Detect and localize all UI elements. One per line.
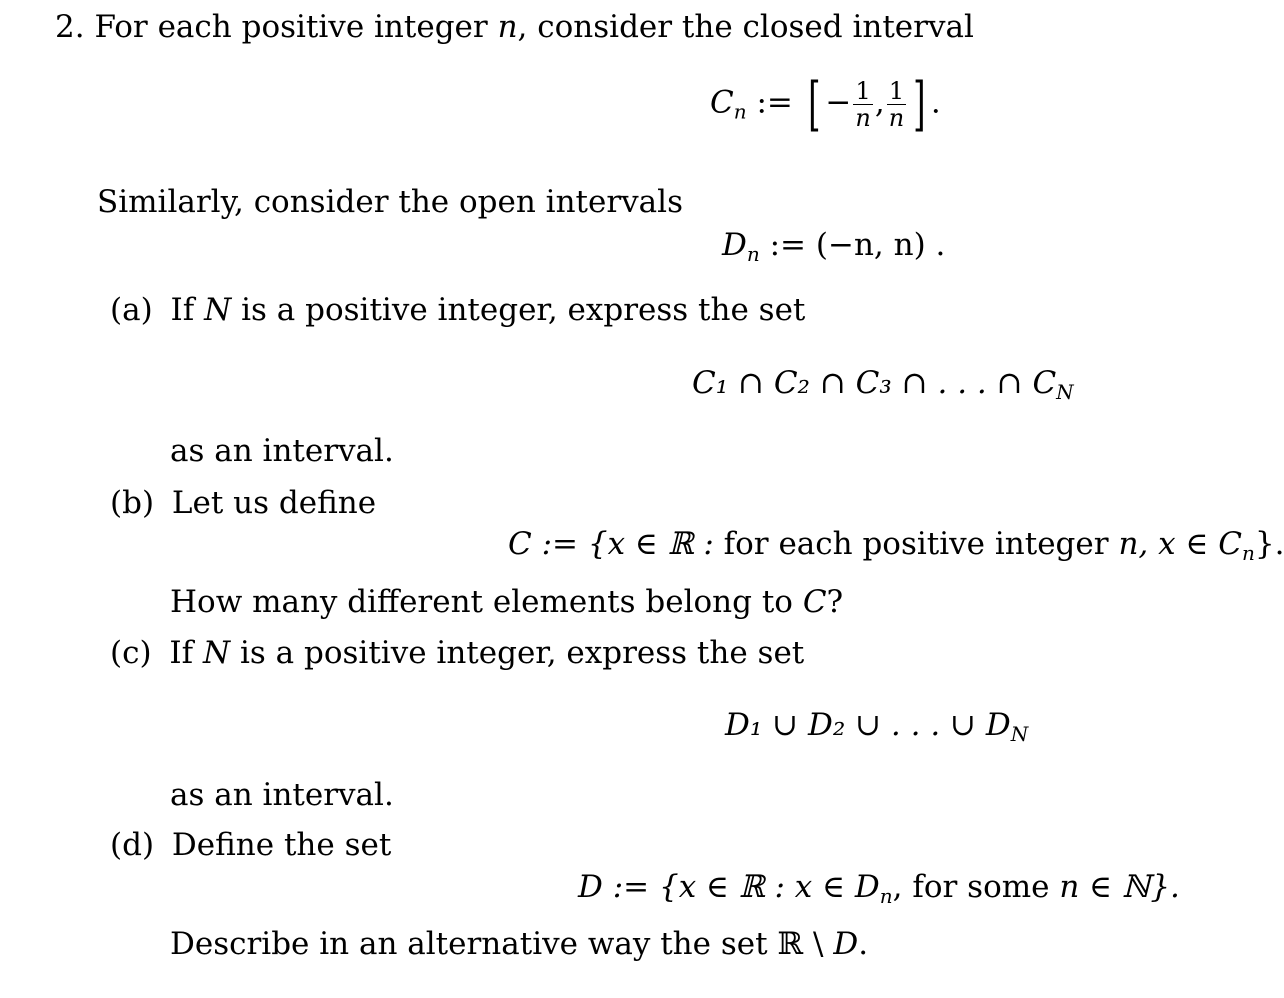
intro-end: , consider the closed interval: [517, 9, 974, 45]
part-d-expression: [578, 869, 1180, 908]
cn-assign: :=: [746, 84, 793, 121]
part-a-expression: [692, 365, 1074, 404]
part-c-var: N: [203, 635, 231, 671]
part-c-expr-sub: N: [1010, 722, 1029, 746]
part-c-text: If: [169, 635, 194, 671]
part-a-text-end: is a positive integer, express the set: [241, 292, 806, 328]
part-d-expr-lhs: D := {x ∈ ℝ : x ∈ D: [578, 869, 880, 905]
problem-intro: [55, 9, 974, 45]
similarly-text: Similarly, consider the open intervals: [97, 184, 683, 220]
frac2-num: 1: [887, 78, 906, 105]
part-b-question-var: C: [802, 584, 827, 620]
part-b-question-end: ?: [826, 584, 844, 620]
right-bracket: ]: [913, 70, 926, 138]
cn-tail: .: [930, 84, 941, 121]
part-b-question-text: How many different elements belong to: [170, 584, 793, 620]
part-b-expression: [508, 526, 1284, 565]
frac1-den: n: [855, 103, 871, 132]
part-b-label: (b): [110, 485, 155, 521]
cn-lhs-sub: n: [733, 99, 747, 124]
part-a-expr-sub: N: [1056, 380, 1074, 404]
part-d-describe-var: D: [833, 926, 859, 962]
part-d: [110, 827, 392, 863]
part-a-label: (a): [110, 292, 153, 328]
fraction-2: [887, 78, 906, 131]
frac2-den: n: [888, 103, 905, 132]
part-d-expr-sub: n: [879, 884, 893, 908]
cn-lhs: C: [710, 84, 734, 121]
part-d-describe-end: .: [858, 926, 869, 962]
part-d-expr-comma: ,: [892, 869, 903, 905]
part-b-expr-mid: for each positive integer: [723, 526, 1109, 562]
part-d-describe-text: Describe in an alternative way the set ℝ \: [170, 926, 824, 962]
part-d-expr-mid: for some: [912, 869, 1050, 905]
dn-lhs-sub: n: [746, 242, 760, 266]
part-a-after: as an interval.: [170, 433, 394, 469]
part-d-label: (d): [110, 827, 155, 863]
part-d-describe: [170, 926, 869, 962]
part-b: [110, 485, 377, 521]
equation-dn: [722, 227, 946, 266]
left-bracket: [: [807, 70, 821, 138]
part-d-expr-rhs: n ∈ ℕ}.: [1059, 869, 1180, 905]
cn-comma: ,: [874, 84, 885, 121]
part-a-expr: C₁ ∩ C₂ ∩ C₃ ∩ . . . ∩ C: [692, 365, 1057, 401]
part-a-text: If: [170, 292, 195, 328]
part-c-after: as an interval.: [170, 777, 394, 813]
part-c-expression: [725, 707, 1029, 746]
equation-cn: [710, 70, 941, 138]
intro-var: n: [497, 9, 518, 45]
part-b-question: [170, 584, 844, 620]
part-a-var: N: [204, 292, 232, 328]
part-b-text: Let us define: [171, 485, 377, 521]
part-c: [110, 635, 805, 671]
frac1-num: 1: [853, 78, 872, 105]
part-c-text-end: is a positive integer, express the set: [240, 635, 805, 671]
part-b-expr-lhs: C := {x ∈ ℝ :: [508, 526, 714, 562]
dn-rhs: := (−n, n) .: [759, 227, 946, 263]
part-b-expr-sub: n: [1241, 541, 1255, 565]
part-b-expr-end: }.: [1254, 526, 1284, 562]
cn-minus: −: [825, 84, 852, 121]
part-b-expr-rhs: n, x ∈ C: [1118, 526, 1242, 562]
part-a: [110, 292, 806, 328]
fraction-1: [853, 78, 872, 131]
part-c-expr: D₁ ∪ D₂ ∪ . . . ∪ D: [725, 707, 1011, 743]
dn-lhs: D: [722, 227, 747, 263]
part-c-label: (c): [110, 635, 152, 671]
part-d-text: Define the set: [171, 827, 392, 863]
problem-number: 2.: [55, 9, 85, 45]
intro-text: For each positive integer: [94, 9, 488, 45]
